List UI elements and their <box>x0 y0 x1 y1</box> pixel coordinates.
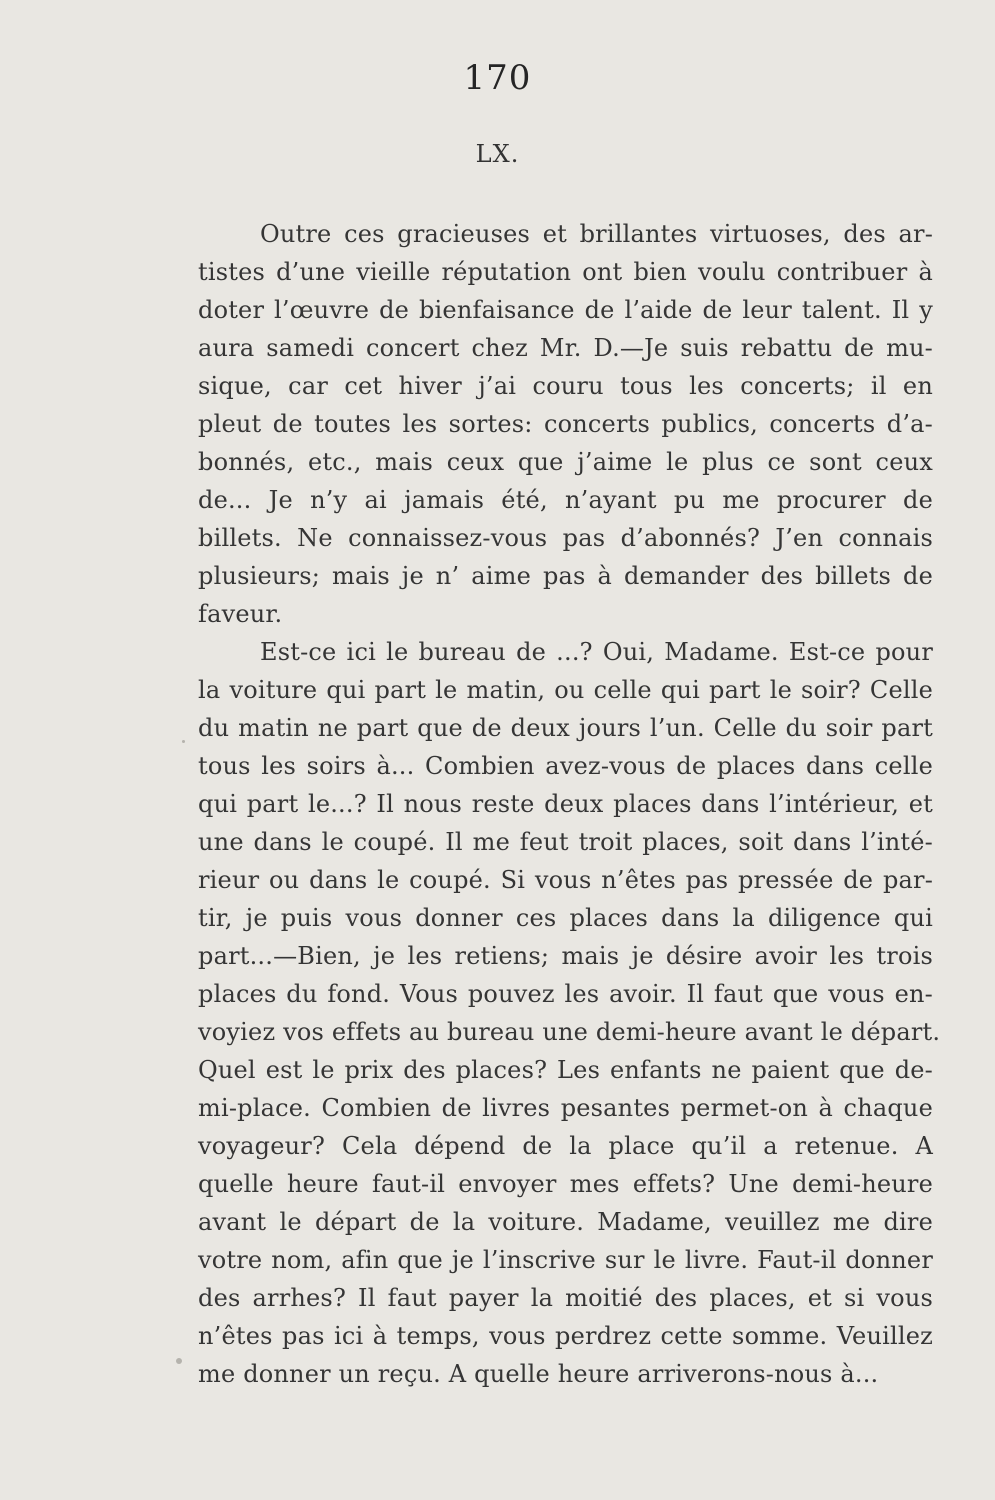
text-line: du matin ne part que de deux jours l’un. Celle du soir part <box>198 714 933 742</box>
text-line: tistes d’une vieille réputation ont bien voulu contribuer à <box>198 258 933 286</box>
text-line: avant le départ de la voiture. Madame, veuillez me dire <box>198 1208 933 1236</box>
text-line: des arrhes? Il faut payer la moitié des places, et si vous <box>198 1284 933 1312</box>
text-line: mi-place. Combien de livres pesantes permet-on à chaque <box>198 1094 933 1122</box>
section-heading: LX. <box>475 140 520 168</box>
text-line: de... Je n’y ai jamais été, n’ayant pu me procurer de <box>198 486 933 514</box>
page-number: 170 <box>463 58 532 98</box>
text-line: pleut de toutes les sortes: concerts publics, concerts d’a- <box>198 410 933 438</box>
text-line: voyiez vos effets au bureau une demi-heure avant le départ. <box>198 1018 941 1046</box>
paper-speck <box>176 1358 182 1364</box>
text-line: quelle heure faut-il envoyer mes effets? Une demi-heure <box>198 1170 933 1198</box>
text-line: Est-ce ici le bureau de ...? Oui, Madame. Est-ce pour <box>260 638 933 666</box>
text-line: plusieurs; mais je n’ aime pas à demander des billets de <box>198 562 933 590</box>
text-line: Outre ces gracieuses et brillantes virtuoses, des ar- <box>260 220 933 248</box>
text-line: n’êtes pas ici à temps, vous perdrez cette somme. Veuillez <box>198 1322 933 1350</box>
text-line: faveur. <box>198 600 283 628</box>
text-line: Quel est le prix des places? Les enfants ne paient que de- <box>198 1056 933 1084</box>
text-line: billets. Ne connaissez-vous pas d’abonnés? J’en connais <box>198 524 933 552</box>
text-line: aura samedi concert chez Mr. D.—Je suis rebattu de mu- <box>198 334 933 362</box>
text-line: me donner un reçu. A quelle heure arriverons-nous à... <box>198 1360 879 1388</box>
text-line: voyageur? Cela dépend de la place qu’il a retenue. A <box>198 1132 933 1160</box>
text-line: une dans le coupé. Il me feut troit places, soit dans l’inté- <box>198 828 933 856</box>
text-line: qui part le...? Il nous reste deux places dans l’intérieur, et <box>198 790 933 818</box>
text-line: votre nom, afin que je l’inscrive sur le livre. Faut-il donner <box>198 1246 933 1274</box>
text-line: la voiture qui part le matin, ou celle qui part le soir? Celle <box>198 676 933 704</box>
text-line: places du fond. Vous pouvez les avoir. Il faut que vous en- <box>198 980 933 1008</box>
text-line: rieur ou dans le coupé. Si vous n’êtes pas pressée de par- <box>198 866 933 894</box>
body-text <box>198 215 941 1393</box>
text-line: tir, je puis vous donner ces places dans la diligence qui <box>198 904 933 932</box>
text-line: part...—Bien, je les retiens; mais je désire avoir les trois <box>198 942 933 970</box>
paper-speck <box>182 740 185 743</box>
text-line: sique, car cet hiver j’ai couru tous les concerts; il en <box>198 372 933 400</box>
text-line: bonnés, etc., mais ceux que j’aime le plus ce sont ceux <box>198 448 933 476</box>
text-line: tous les soirs à... Combien avez-vous de places dans celle <box>198 752 933 780</box>
text-line: doter l’œuvre de bienfaisance de l’aide de leur talent. Il y <box>198 296 933 324</box>
